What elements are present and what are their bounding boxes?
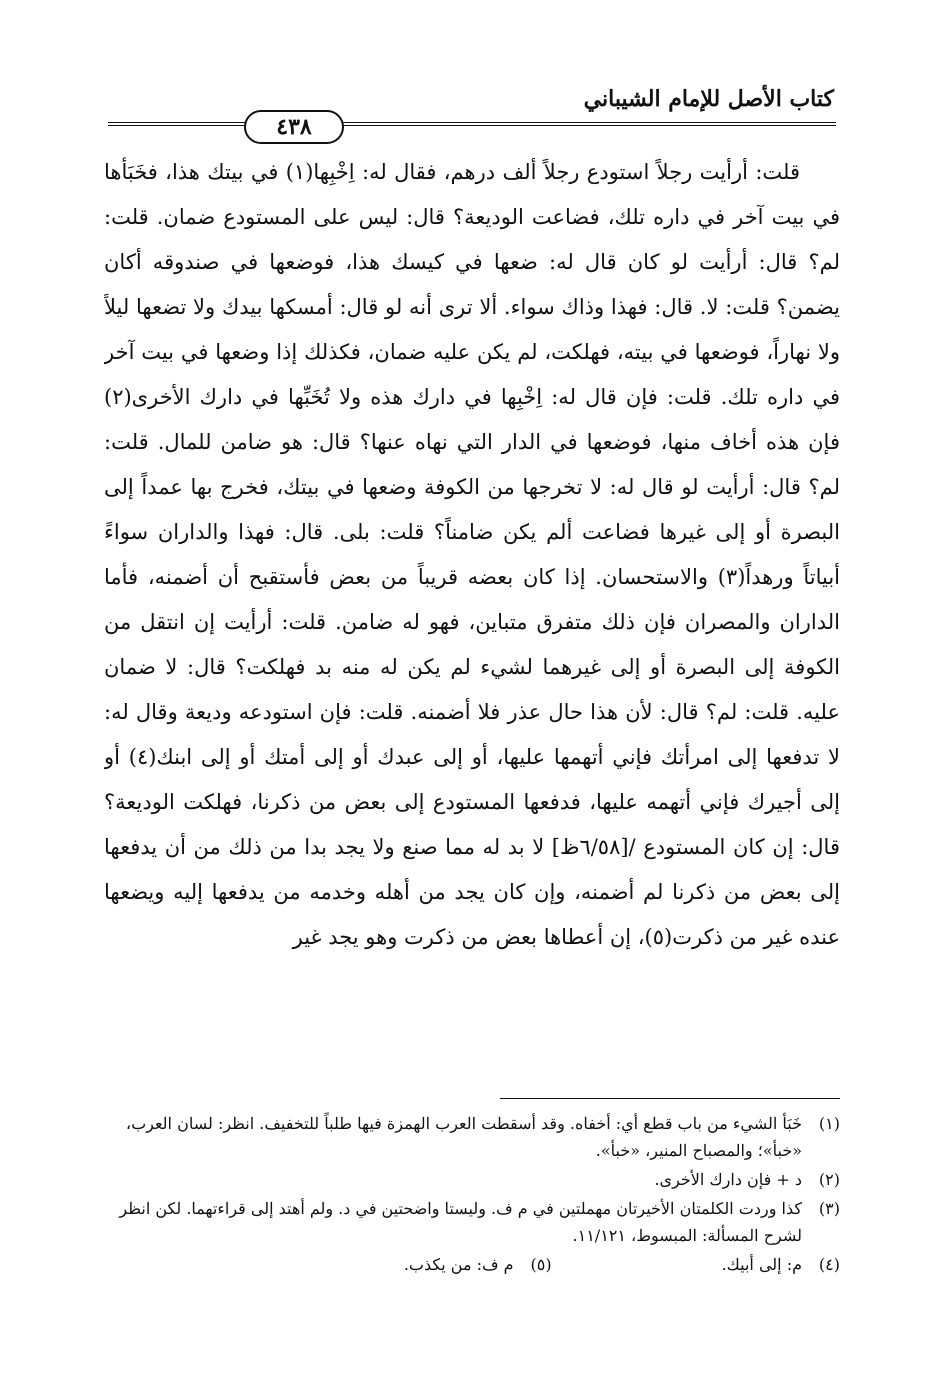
footnote-number: (٢) bbox=[818, 1170, 840, 1189]
footnote-2 bbox=[104, 1166, 840, 1193]
footnote-number: (٤) bbox=[818, 1255, 840, 1274]
main-paragraph: قلت: أرأيت رجلاً استودع رجلاً ألف درهم، فقال له: اِخْبِها(١) في بيتك هذا، فخَبَأها في بيت آخر في داره تلك، فضاعت الوديعة؟ قال: ليس على المستودع ضمان. قلت: لم؟ قال: أرأيت لو كان قال له: ضعها في كيسك هذا، فوضعها في صندوقه أكان يضمن؟ قلت: لا. قال: فهذا وذاك سواء. ألا ترى أنه لو قال: أمسكها بيدك ولا تضعها ليلاً ولا نهاراً، فوضعها في بيته، فهلكت، لم يكن عليه ضمان، فكذلك إذا وضعها في بيت آخر في داره تلك. قلت: فإن قال له: اِخْبِها في دارك هذه ولا تُخَبِّها في دارك الأخرى(٢) فإن هذه أخاف منها، فوضعها في الدار التي نهاه عنها؟ قال: هو ضامن للمال. قلت: لم؟ قال: أرأيت لو قال له: لا تخرجها من الكوفة وضعها في بيتك، فخرج بها عمداً إلى البصرة أو إلى غيرها فضاعت ألم يكن ضامناً؟ قلت: بلى. قال: فهذا والداران سواءً أبياتاً ورهداً(٣) والاستحسان. إذا كان بعضه قريباً من بعض فأستقبح أن أضمنه، فأما الداران والمصران فإن ذلك متفرق متباين، فهو له ضامن. قلت: أرأيت إن انتقل من الكوفة إلى البصرة أو إلى غيرهما لشيء لم يكن له منه بد فهلكت؟ قال: لا ضمان عليه. قلت: لم؟ قال: لأن هذا حال عذر فلا أضمنه. قلت: فإن استودعه وديعة وقال له: لا تدفعها إلى امرأتك فإني أتهمها عليها، أو إلى عبدك أو إلى أمتك أو إلى ابنك(٤) أو إلى أجيرك فإني أتهمه عليها، فدفعها المستودع إلى بعض من ذكرنا، فهلكت الوديعة؟ قال: إن كان المستودع /[٦/٥٨ظ] لا بد له مما صنع ولا يجد بدا من ذلك من أن يدفعها إلى بعض من ذكرنا لم أضمنه، وإن كان يجد من أهله وخدمه من يدفعها إليه ويضعها عنده غير من ذكرت(٥)، إن أعطاها بعض من ذكرت وهو يجد غير bbox=[104, 160, 840, 949]
footnote-3 bbox=[104, 1195, 840, 1249]
footnote-5 bbox=[404, 1251, 552, 1278]
footnote-text: م ف: من يكذب. bbox=[403, 1255, 514, 1274]
footnote-number: (١) bbox=[818, 1114, 840, 1133]
footnote-separator bbox=[500, 1098, 840, 1099]
footnote-text: م: إلى أبيك. bbox=[721, 1255, 802, 1274]
footnote-row bbox=[104, 1251, 840, 1280]
footnote-text: د + فإن دارك الأخرى. bbox=[654, 1170, 802, 1189]
running-title: كتاب الأصل للإمام الشيباني bbox=[583, 86, 834, 112]
footnotes bbox=[104, 1110, 840, 1280]
main-text bbox=[104, 150, 840, 1085]
header-rule bbox=[108, 122, 836, 126]
footnote-number: (٣) bbox=[818, 1199, 840, 1218]
footnote-number: (٥) bbox=[530, 1255, 552, 1274]
footnote-4 bbox=[722, 1251, 840, 1278]
footnote-text: كذا وردت الكلمتان الأخيرتان مهملتين في م ف. وليستا واضحتين في د. ولم أهتد إلى قراءتهما. لكن انظر لشرح المسألة: المبسوط، ١١/١٢١. bbox=[119, 1199, 802, 1245]
page-number: ٤٣٨ bbox=[244, 110, 344, 144]
footnote-1 bbox=[104, 1110, 840, 1164]
footnote-text: خَبَأ الشيء من باب قطع أي: أخفاه. وقد أسقطت العرب الهمزة فيها طلباً للتخفيف. انظر: لسان العرب، «خبأ»؛ والمصباح المنير، «خبأ». bbox=[125, 1114, 802, 1160]
